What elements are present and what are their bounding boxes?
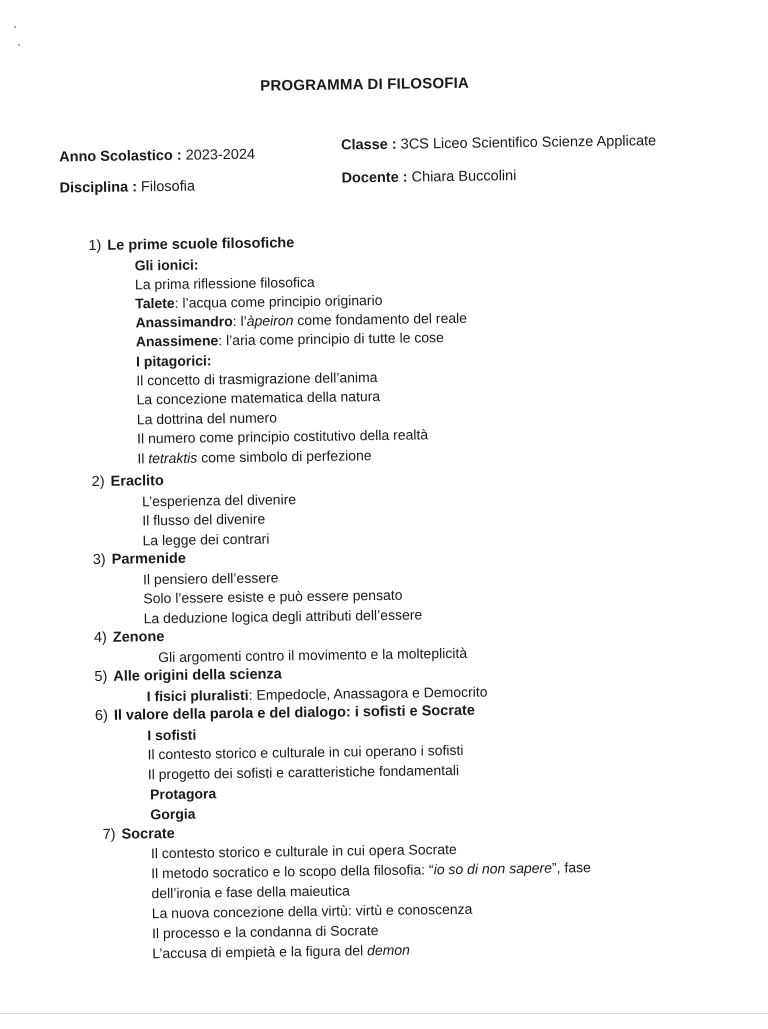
topic-line: Il numero come principio costitutivo della realtà [137, 426, 429, 447]
topic-line [137, 447, 371, 466]
topic-line: Il contesto storico e culturale in cui opera Socrate [150, 840, 457, 862]
topic-line [136, 329, 444, 349]
greek-term: tetraktis [148, 449, 198, 467]
philosopher-name: Anassimene [135, 332, 219, 350]
topic-line: Gli argomenti contro il movimento e la molteplicità [158, 644, 468, 666]
disciplina [60, 179, 196, 197]
topic-text: ”, fase [551, 859, 591, 876]
topic-line: Solo l’essere esiste e può essere pensato [143, 586, 403, 607]
anno-value: 2023-2024 [185, 146, 256, 164]
section-title: Il valore della parola e del dialogo: i sofisti e Socrate [113, 702, 475, 724]
topic-line: La dottrina del numero [136, 409, 278, 428]
subheading: Gorgia [150, 805, 196, 823]
topic-text: come simbolo di perfezione [197, 447, 372, 466]
section-heading [93, 551, 186, 568]
topic-line: La prima riflessione filosofica [134, 273, 315, 293]
topic-text: Il metodo socratico e lo scopo della filosofia: “ [151, 861, 434, 882]
section-title: Socrate [121, 825, 175, 843]
topic-text: Il [137, 450, 149, 467]
section-number: 6) [94, 707, 109, 724]
topic-line: La nuova concezione della virtù: virtù e conoscenza [151, 900, 473, 922]
classe [341, 133, 656, 153]
philosopher-name: Anassimandro [135, 313, 233, 331]
topic-line: Il concetto di trasmigrazione dell’anima [136, 369, 378, 389]
section-number: 3) [92, 551, 106, 569]
topic-text: L’accusa di empietà e la figura del [152, 942, 368, 962]
philosopher-name: Talete [135, 294, 175, 312]
disciplina-label: Disciplina : [59, 179, 138, 197]
topic-line [147, 684, 488, 705]
topic-line: Il processo e la condanna di Socrate [151, 922, 379, 942]
section-title: Parmenide [111, 550, 186, 568]
docente-value: Chiara Buccolini [411, 168, 517, 186]
topic-text: : l’acqua come principio originario [174, 291, 383, 311]
topic-text: : l’aria come principio di tutte le cose [218, 329, 444, 349]
topic-text: : l’ [232, 312, 247, 330]
scan-edge [0, 1013, 768, 1014]
section-title: Zenone [112, 629, 165, 646]
topic-text: : Empedocle, Anassagora e Democrito [248, 683, 488, 703]
anno-scolastico [59, 147, 255, 166]
topic-line [135, 310, 467, 331]
topic-line: L’esperienza del divenire [141, 491, 297, 510]
document-title: PROGRAMMA DI FILOSOFIA [260, 74, 470, 95]
docente [341, 168, 516, 186]
topic-line [152, 942, 410, 962]
section-number: 2) [91, 473, 105, 491]
disciplina-value: Filosofia [140, 178, 196, 196]
section-heading [95, 703, 475, 724]
topic-line: La legge dei contrari [142, 530, 270, 549]
topic-line: Il contesto storico e culturale in cui operano i sofisti [147, 741, 464, 763]
topic-bold: I fisici pluralisti [146, 686, 249, 705]
subheading: I sofisti [147, 726, 197, 744]
anno-label: Anno Scolastico : [59, 147, 182, 166]
section-number: 1) [88, 237, 102, 255]
greek-term: demon [366, 941, 411, 959]
section-heading [94, 666, 282, 685]
section-heading [88, 235, 294, 254]
classe-label: Classe : [340, 136, 397, 154]
topic-line: Il progetto dei sofisti e caratteristiche fondamentali [147, 761, 460, 783]
greek-term: àpeiron [246, 312, 294, 329]
section-heading [94, 629, 165, 646]
topic-line: dell’ironia e fase della maieutica [151, 882, 351, 902]
topic-line [151, 859, 591, 881]
section-title: Eraclito [110, 473, 164, 490]
quote-text: io so di non sapere [433, 859, 553, 878]
topic-line: La deduzione logica degli attributi dell’essere [143, 606, 423, 627]
subheading: Protagora [149, 785, 217, 803]
topic-text: come fondamento del reale [293, 309, 468, 329]
subheading: I pitagorici: [135, 352, 212, 370]
classe-value: 3CS Liceo Scientifico Scienze Applicate [400, 133, 657, 153]
topic-line: Il flusso del divenire [142, 510, 266, 529]
section-heading [103, 826, 175, 843]
section-title: Le prime scuole filosofiche [107, 235, 295, 254]
section-title: Alle origini della scienza [113, 666, 282, 685]
section-number: 5) [94, 668, 108, 686]
topic-line: Il pensiero dell’essere [142, 569, 279, 588]
section-heading [92, 473, 164, 490]
subheading: Gli ionici: [134, 256, 199, 274]
docente-label: Docente : [341, 169, 408, 187]
topic-line: La concezione matematica della natura [136, 387, 381, 408]
topic-line [135, 292, 382, 311]
section-number: 7) [102, 826, 116, 843]
section-number: 4) [93, 629, 107, 647]
